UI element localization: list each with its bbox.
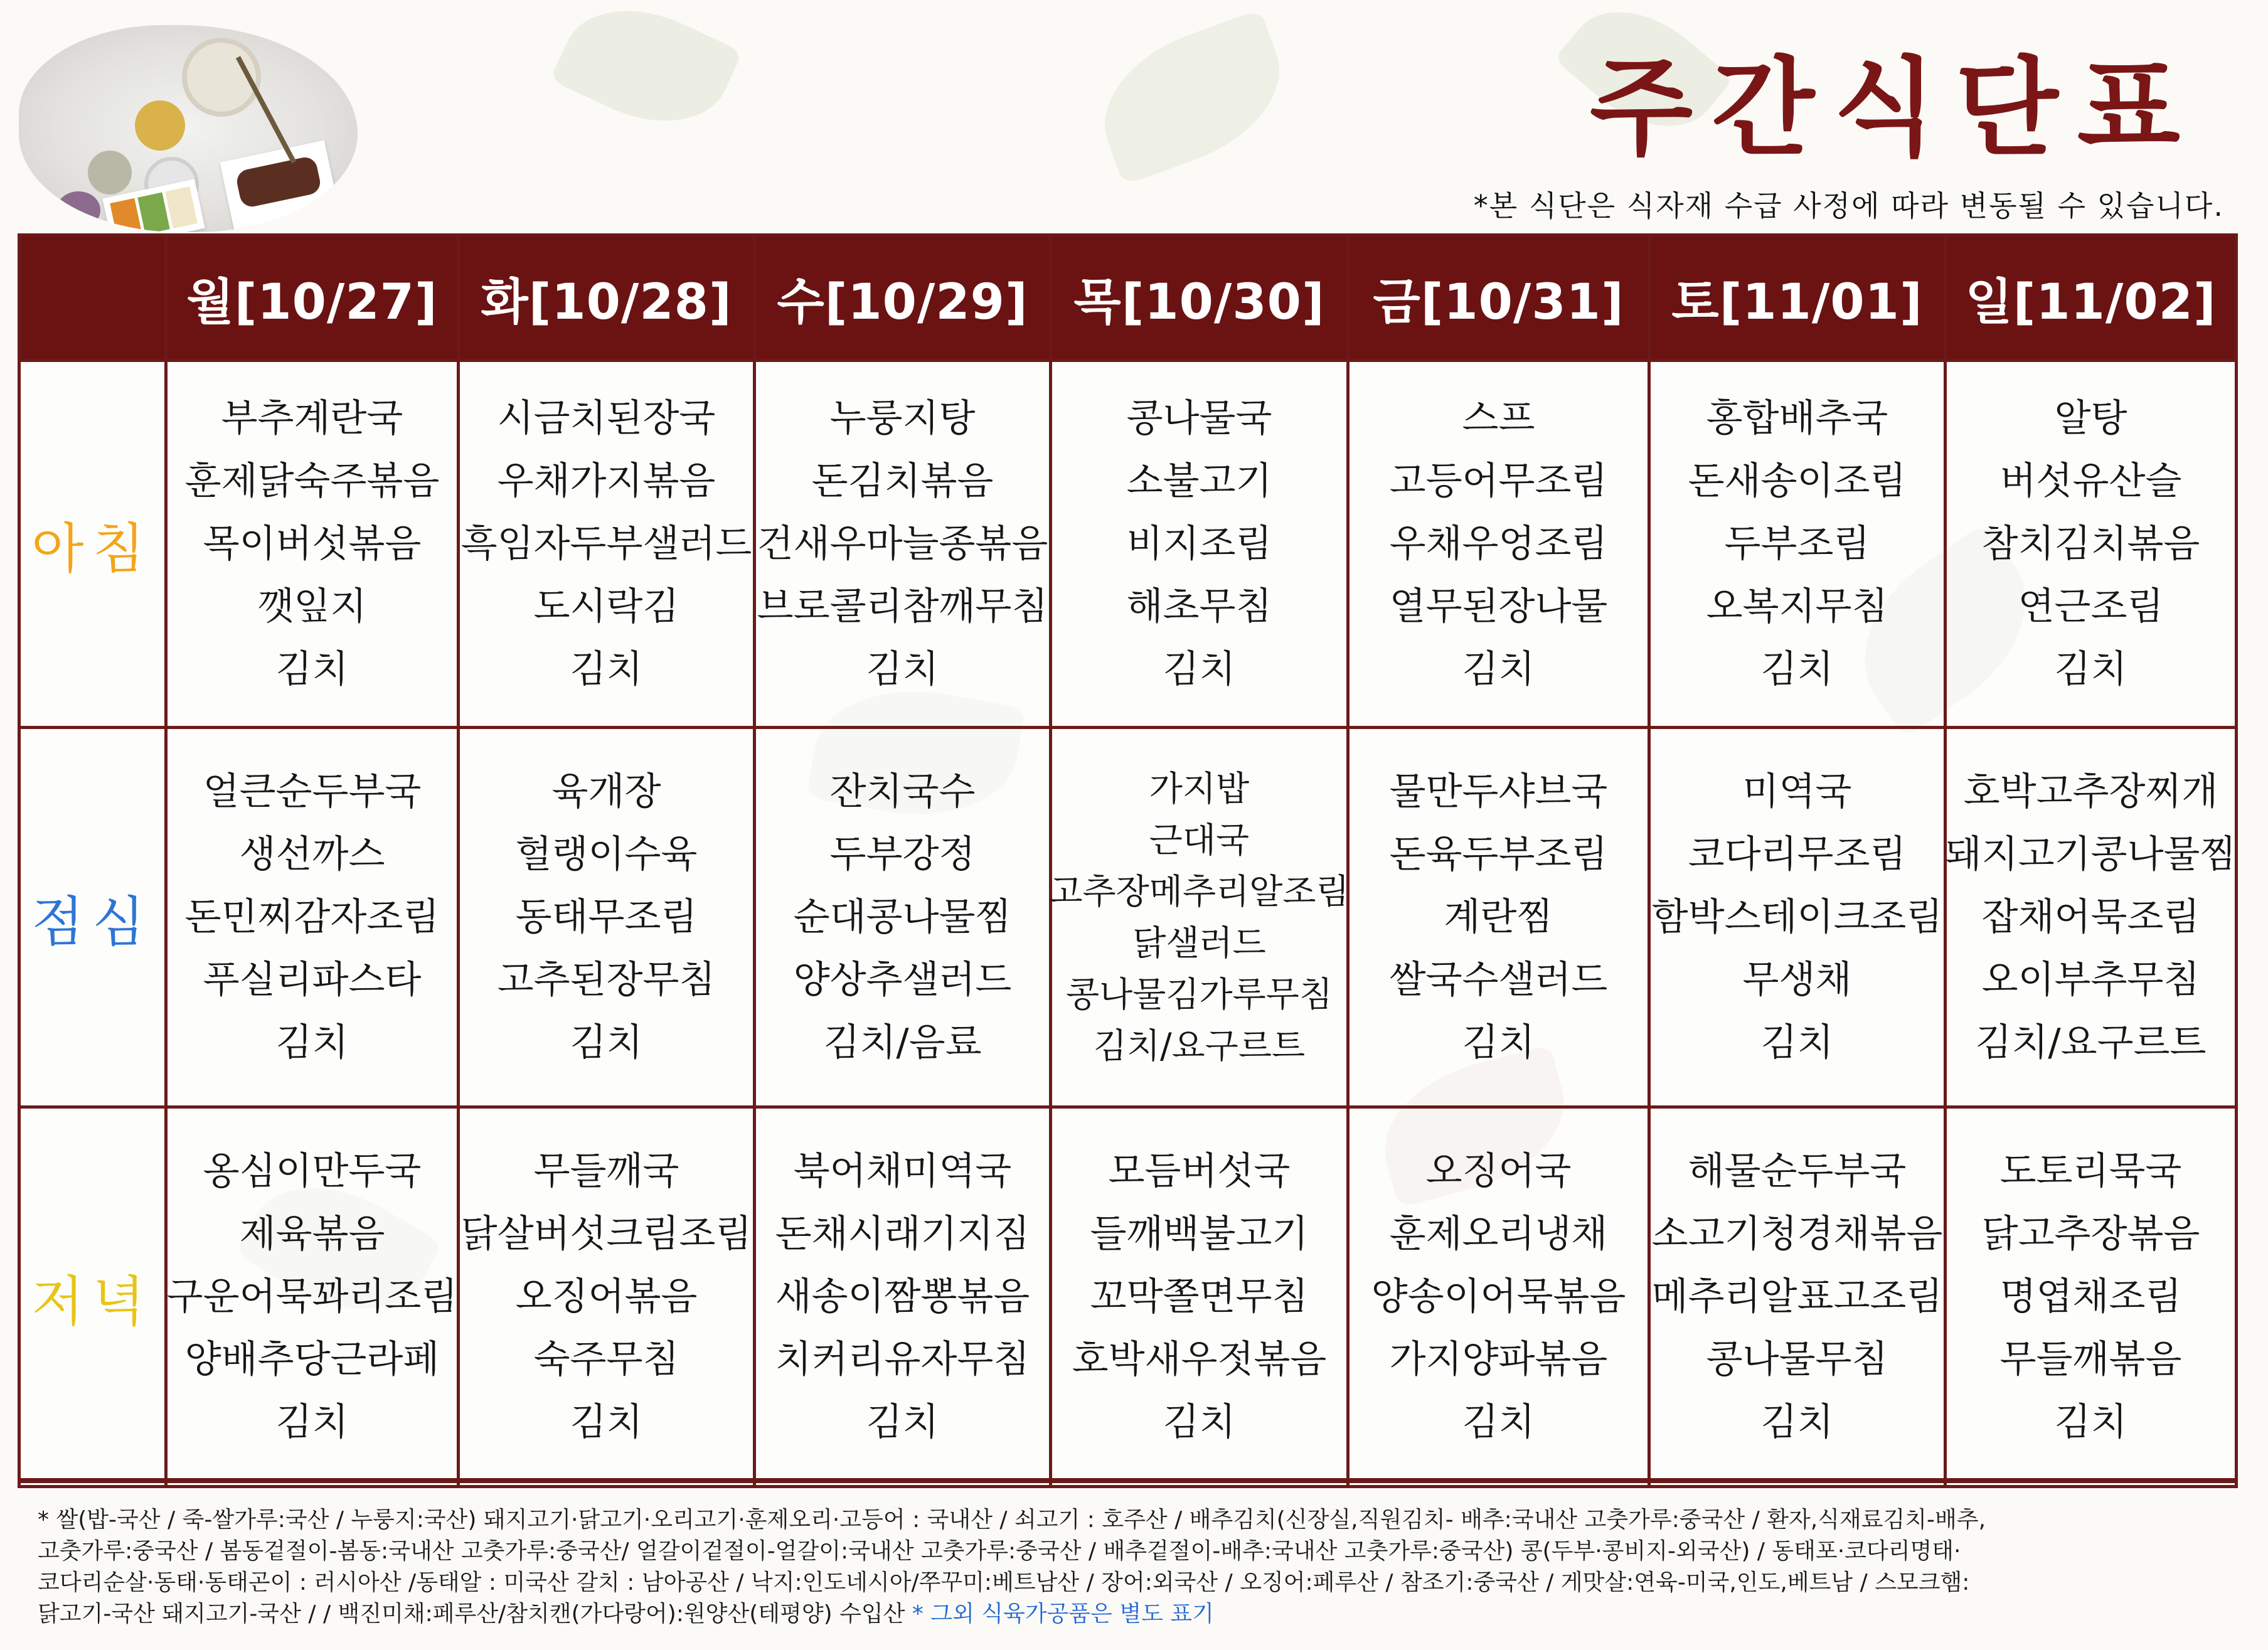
menu-item: 무생채 — [1742, 958, 1852, 1002]
menu-item: 김치/요구르트 — [1093, 1026, 1306, 1066]
menu-item: 김치 — [275, 1400, 349, 1444]
food-plate — [220, 141, 338, 230]
menu-item: 홍합배추국 — [1706, 397, 1888, 440]
menu-item: 닭고추장볶음 — [1981, 1212, 2200, 1256]
table-bottom-rule — [18, 1478, 2235, 1483]
day-header: 목[10/30] — [1051, 235, 1348, 361]
menu-item: 김치 — [1462, 647, 1535, 691]
menu-item: 김치 — [570, 647, 643, 691]
footnote-line: * 쌀(밥-국산 / 죽-쌀가루:국산 / 누룽지:국산) 돼지고기·닭고기·오리고기·훈제오리·고등어 : 국내산 / 쇠고기 : 호주산 / 배추김치(신장실,직원김치- 배추:국내산 고춧가루:중국산 / 환자,식재료김치-배추, — [38, 1507, 1986, 1533]
menu-item: 헐랭이수육 — [515, 833, 698, 876]
background-leaf — [1083, 9, 1301, 185]
menu-item: 쌀국수샐러드 — [1389, 958, 1608, 1002]
menu-cell — [755, 728, 1051, 1107]
menu-cell — [1051, 361, 1348, 728]
menu-item: 흑임자두부샐러드 — [461, 522, 752, 566]
day-header: 일[11/02] — [1946, 235, 2237, 361]
menu-item: 스프 — [1462, 397, 1535, 440]
menu-item: 미역국 — [1742, 770, 1852, 814]
menu-item: 오징어볶음 — [515, 1275, 698, 1319]
day-header-row — [19, 235, 2237, 361]
background-leaf — [550, 0, 742, 149]
food-bowl — [135, 100, 185, 151]
menu-item: 김치 — [866, 647, 939, 691]
menu-item: 김치 — [2054, 647, 2127, 691]
weekly-menu-table — [18, 233, 2238, 1488]
menu-item: 들깨백불고기 — [1090, 1212, 1309, 1256]
menu-item: 치커리유자무침 — [775, 1338, 1030, 1381]
menu-cell — [1051, 728, 1348, 1107]
menu-cell — [1348, 1107, 1649, 1487]
menu-item: 돈육두부조림 — [1389, 833, 1608, 876]
day-header: 월[10/27] — [166, 235, 459, 361]
menu-item: 돼지고기콩나물찜 — [1945, 833, 2237, 876]
menu-item: 시금치된장국 — [497, 397, 716, 440]
menu-item: 호박고추장찌개 — [1963, 770, 2218, 814]
menu-item: 돈민찌감자조림 — [184, 895, 440, 939]
menu-item: 무들깨볶음 — [1999, 1338, 2182, 1381]
menu-item: 두부강정 — [829, 833, 976, 876]
meal-label-lunch: 점심 — [19, 728, 166, 1107]
chopsticks — [236, 56, 296, 164]
menu-cell — [166, 728, 459, 1107]
menu-item: 메추리알표고조림 — [1651, 1275, 1943, 1319]
food-bowl — [56, 191, 100, 229]
day-header: 화[10/28] — [459, 235, 755, 361]
menu-item: 김치 — [570, 1021, 643, 1065]
menu-cell — [166, 361, 459, 728]
menu-item: 목이버섯볶음 — [203, 522, 422, 566]
menu-item: 숙주무침 — [533, 1338, 679, 1381]
menu-item: 잔치국수 — [829, 770, 976, 814]
breakfast-row — [19, 361, 2237, 728]
page-title: 주간식단표 — [1589, 46, 2199, 171]
menu-item: 코다리무조림 — [1688, 833, 1907, 876]
menu-item: 김치 — [1462, 1021, 1535, 1065]
menu-item: 우채우엉조림 — [1389, 522, 1608, 566]
menu-item: 열무된장나물 — [1389, 585, 1608, 629]
menu-item: 오이부추무침 — [1981, 958, 2200, 1002]
menu-item: 순대콩나물찜 — [793, 895, 1012, 939]
menu-item: 새송이짬뽕볶음 — [775, 1275, 1030, 1319]
menu-item: 잡채어묵조림 — [1981, 895, 2200, 939]
menu-item: 오징어국 — [1425, 1149, 1572, 1193]
menu-item: 가지밥 — [1149, 769, 1250, 809]
menu-item: 김치 — [2054, 1400, 2127, 1444]
menu-item: 닭샐러드 — [1132, 923, 1266, 963]
menu-item: 모듬버섯국 — [1108, 1149, 1291, 1193]
menu-item: 깻잎지 — [257, 585, 367, 629]
food-bowl — [88, 151, 132, 194]
menu-item: 김치 — [1760, 1021, 1834, 1065]
menu-item: 소고기청경채볶음 — [1651, 1212, 1943, 1256]
menu-item: 돈채시래기지짐 — [775, 1212, 1030, 1256]
meal-label-dinner: 저녁 — [19, 1107, 166, 1487]
menu-item: 북어채미역국 — [793, 1149, 1012, 1193]
day-header: 수[10/29] — [755, 235, 1051, 361]
menu-item: 건새우마늘종볶음 — [757, 522, 1048, 566]
menu-item: 김치 — [275, 1021, 349, 1065]
menu-item: 계란찜 — [1444, 895, 1553, 939]
menu-item: 콩나물국 — [1126, 397, 1272, 440]
menu-cell — [1946, 728, 2237, 1107]
menu-cell — [459, 1107, 755, 1487]
footnote-highlight: * 그외 식육가공품은 별도 표기 — [912, 1601, 1214, 1627]
dinner-row — [19, 1107, 2237, 1487]
menu-cell — [1649, 1107, 1946, 1487]
menu-item: 돈김치볶음 — [811, 459, 994, 503]
menu-cell — [755, 1107, 1051, 1487]
menu-item: 브로콜리참깨무침 — [757, 585, 1048, 629]
menu-item: 닭살버섯크림조림 — [461, 1212, 752, 1256]
menu-item: 비지조림 — [1126, 522, 1272, 566]
menu-item: 근대국 — [1149, 820, 1250, 860]
menu-item: 고추장메추리알조림 — [1049, 871, 1350, 912]
menu-item: 도토리묵국 — [1999, 1149, 2182, 1193]
menu-item: 육개장 — [551, 770, 661, 814]
menu-item: 고추된장무침 — [497, 958, 716, 1002]
menu-item: 김치/음료 — [823, 1021, 982, 1065]
menu-item: 누룽지탕 — [829, 397, 976, 440]
menu-item: 함박스테이크조림 — [1651, 895, 1943, 939]
menu-item: 양배추당근라페 — [184, 1338, 440, 1381]
menu-item: 김치 — [1760, 647, 1834, 691]
menu-item: 참치김치볶음 — [1981, 522, 2200, 566]
menu-cell — [1946, 361, 2237, 728]
menu-item: 김치 — [866, 1400, 939, 1444]
menu-item: 콩나물김가루무침 — [1065, 974, 1333, 1014]
menu-cell — [1649, 361, 1946, 728]
menu-item: 소불고기 — [1126, 459, 1272, 503]
menu-item: 호박새우젓볶음 — [1072, 1338, 1327, 1381]
menu-cell — [166, 1107, 459, 1487]
footnote-line: 고춧가루:중국산 / 봄동겉절이-봄동:국내산 고춧가루:중국산/ 얼갈이겉절이-얼갈이:국내산 고춧가루:중국산 / 배추겉절이-배추:국내산 고춧가루:중국산) 콩(두부·콩비지-외국산) / 동태포·코다리명태· — [38, 1538, 1961, 1564]
menu-item: 훈제닭숙주볶음 — [184, 459, 440, 503]
menu-item: 김치 — [1462, 1400, 1535, 1444]
menu-cell — [1348, 361, 1649, 728]
menu-item: 김치/요구르트 — [1975, 1021, 2207, 1065]
day-header: 금[10/31] — [1348, 235, 1649, 361]
menu-item: 도시락김 — [533, 585, 679, 629]
menu-cell — [1348, 728, 1649, 1107]
menu-cell — [1946, 1107, 2237, 1487]
menu-item: 오복지무침 — [1706, 585, 1888, 629]
menu-item: 콩나물무침 — [1706, 1338, 1888, 1381]
day-header: 토[11/01] — [1649, 235, 1946, 361]
menu-item: 얼큰순두부국 — [203, 770, 422, 814]
menu-item: 구운어묵꽈리조림 — [166, 1275, 458, 1319]
menu-item: 김치 — [1163, 1400, 1236, 1444]
menu-item: 김치 — [1760, 1400, 1834, 1444]
menu-item: 생선까스 — [239, 833, 385, 876]
menu-cell — [1051, 1107, 1348, 1487]
origin-footnote — [38, 1504, 2233, 1630]
menu-item: 돈새송이조림 — [1688, 459, 1907, 503]
menu-item: 부추계란국 — [221, 397, 403, 440]
menu-item: 김치 — [1163, 647, 1236, 691]
menu-item: 양상추샐러드 — [793, 958, 1012, 1002]
menu-item: 해초무침 — [1126, 585, 1272, 629]
lunch-row — [19, 728, 2237, 1107]
menu-item: 동태무조림 — [515, 895, 698, 939]
footnote-text: 닭고기-국산 돼지고기-국산 / / 백진미채:페루산/참치캔(가다랑어):원양산(테평양) 수입산 — [38, 1601, 912, 1627]
menu-item: 무들깨국 — [533, 1149, 679, 1193]
menu-item: 양송이어묵볶음 — [1371, 1275, 1626, 1319]
menu-item: 꼬막쫄면무침 — [1090, 1275, 1309, 1319]
menu-item: 해물순두부국 — [1688, 1149, 1907, 1193]
menu-item: 버섯유산슬 — [1999, 459, 2182, 503]
menu-item: 두부조림 — [1724, 522, 1870, 566]
menu-item: 옹심이만두국 — [203, 1149, 422, 1193]
menu-item: 고등어무조림 — [1389, 459, 1608, 503]
menu-item: 훈제오리냉채 — [1389, 1212, 1608, 1256]
menu-item: 가지양파볶음 — [1389, 1338, 1608, 1381]
menu-item: 명엽채조림 — [1999, 1275, 2182, 1319]
menu-cell — [755, 361, 1051, 728]
corner-cell — [19, 235, 166, 361]
menu-cell — [459, 361, 755, 728]
menu-item: 알탕 — [2054, 397, 2127, 440]
menu-item: 우채가지볶음 — [497, 459, 716, 503]
menu-change-note: *본 식단은 식자재 수급 사정에 따라 변동될 수 있습니다. — [1473, 189, 2224, 223]
menu-item: 연근조림 — [2018, 585, 2164, 629]
menu-item: 제육볶음 — [239, 1212, 385, 1256]
menu-item: 물만두샤브국 — [1389, 770, 1608, 814]
menu-item: 김치 — [275, 647, 349, 691]
footnote-line — [38, 1599, 2233, 1630]
menu-cell — [1649, 728, 1946, 1107]
menu-item: 김치 — [570, 1400, 643, 1444]
food-photo — [19, 25, 358, 232]
menu-item: 푸실리파스타 — [203, 958, 422, 1002]
footnote-line: 코다리순살·동태·동태곤이 : 러시아산 /동태알 : 미국산 갈치 : 남아공산 / 낙지:인도네시아/쭈꾸미:베트남산 / 장어:외국산 / 오징어:페루산 / 참조기:중국산 / 게맛살:연육-미국,인도,베트남 / 스모크햄: — [38, 1570, 1970, 1595]
menu-cell — [459, 728, 755, 1107]
meal-label-breakfast: 아침 — [19, 361, 166, 728]
